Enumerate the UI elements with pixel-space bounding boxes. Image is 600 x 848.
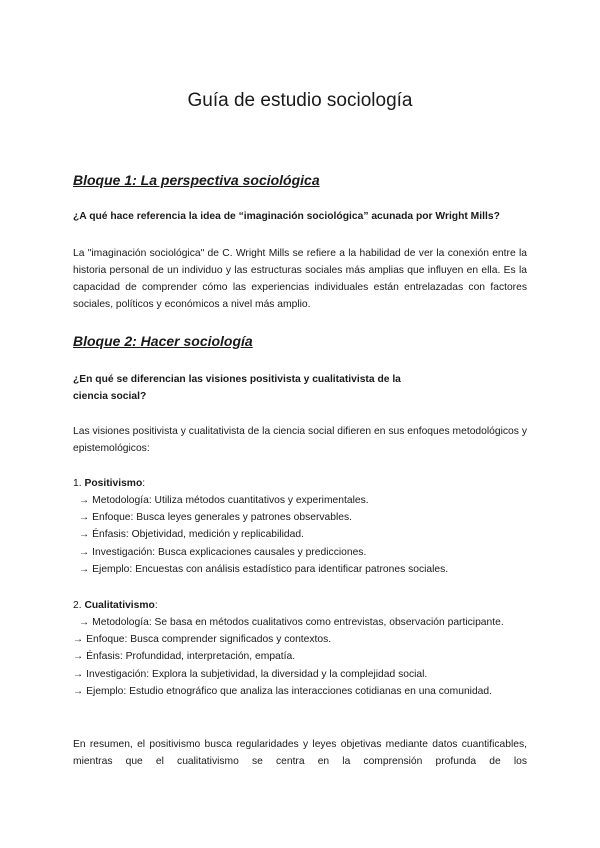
block2-heading: Bloque 2: Hacer sociología: [73, 333, 253, 349]
list-item: → Énfasis: Profundidad, interpretación, empatía.: [73, 651, 296, 663]
qualitativism-label: Cualitativismo: [84, 600, 155, 611]
list-item: → Ejemplo: Encuestas con análisis estadístico para identificar patrones sociales.: [79, 563, 449, 575]
positivism-number: 1.: [73, 478, 85, 489]
list-item: → Énfasis: Objetividad, medición y replicabilidad.: [79, 529, 304, 541]
list-item: → Investigación: Busca explicaciones causales y predicciones.: [79, 546, 367, 558]
list-item: → Metodología: Utiliza métodos cuantitativos y experimentales.: [79, 495, 369, 506]
positivism-label: Positivismo: [84, 478, 143, 489]
block1-heading: Bloque 1: La perspectiva sociológica: [73, 172, 320, 188]
qualitativism-number: 2.: [73, 600, 85, 611]
block1-answer: La "imaginación sociológica" de C. Wright Mills se refiere a la habilidad de ver la conexión entre la historia personal de un individuo y las estructuras sociales más amplias que influyen en ella. Es la capacidad de comprender cómo las experiencias individuales están entrelazadas con factores sociales, políticos y económicos a nivel más amplio.: [73, 248, 527, 310]
positivism-colon: :: [142, 478, 146, 489]
document-title: Guía de estudio sociología: [187, 90, 413, 111]
list-item: → Ejemplo: Estudio etnográfico que analiza las interacciones cotidianas en una comunidad.: [73, 685, 492, 697]
list-item: → Enfoque: Busca comprender significados y contextos.: [73, 634, 332, 646]
qualitativism-list: [73, 614, 527, 700]
list-item: → Metodología: Se basa en métodos cualitativos como entrevistas, observación participante.: [79, 617, 504, 628]
positivism-list: [73, 492, 527, 578]
positivism-heading: [73, 475, 145, 492]
qualitativism-heading: [73, 597, 158, 614]
block2-summary: En resumen, el positivismo busca regularidades y leyes objetivas mediante datos cuantificables, mientras que el cualitativismo se centra en la comprensión profunda de los: [73, 739, 527, 767]
list-item: → Enfoque: Busca leyes generales y patrones observables.: [79, 512, 353, 524]
list-item: → Investigación: Explora la subjetividad, la diversidad y la complejidad social.: [73, 668, 428, 680]
block1-question: ¿A qué hace referencia la idea de “imaginación sociológica” acunada por Wright Mills?: [73, 211, 500, 222]
block2-intro: Las visiones positivista y cualitativista de la ciencia social difieren en sus enfoques metodológicos y epistemológicos:: [73, 426, 527, 454]
block2-question: ¿En qué se diferencian las visiones positivista y cualitativista de la ciencia social?: [73, 374, 401, 402]
qualitativism-colon: :: [154, 600, 158, 611]
